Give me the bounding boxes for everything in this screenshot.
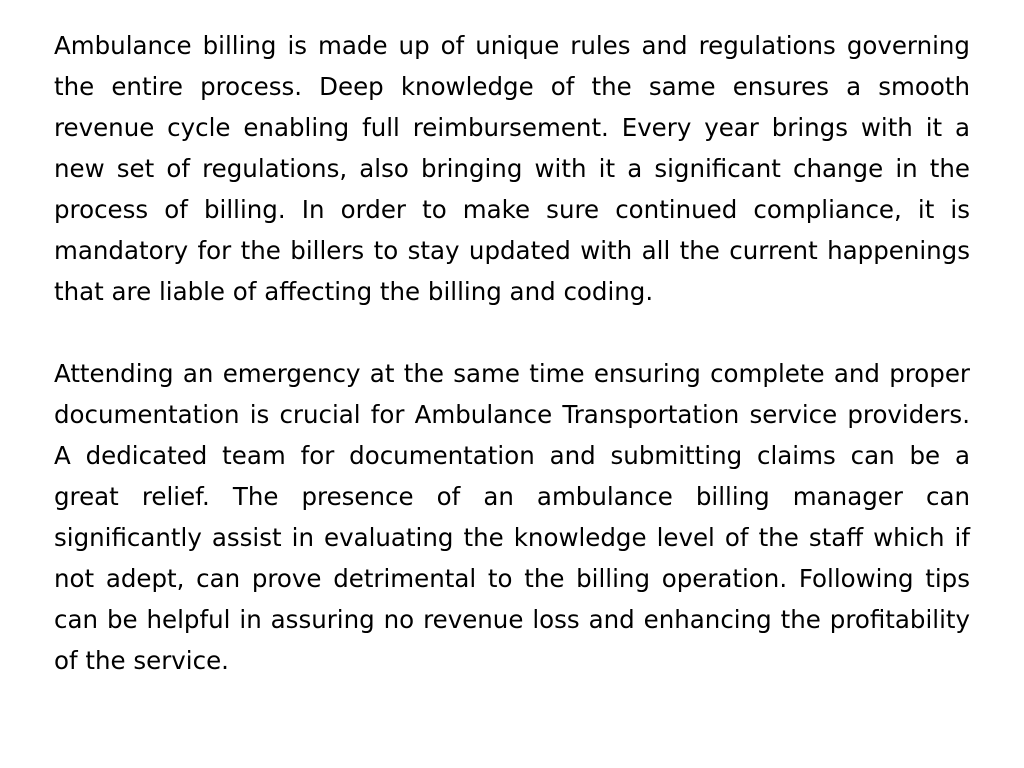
document-body: [54, 25, 970, 681]
paragraph-ambulance-billing-rules: Ambulance billing is made up of unique rules and regulations governing the entire process. Deep knowledge of the same ensures a smooth revenue cycle enabling full reimbursement. Every year brings with it a new set of regulations, also bringing with it a significant change in the process of billing. In order to make sure continued compliance, it is mandatory for the billers to stay updated with all the current happenings that are liable of affecting the billing and coding.: [54, 31, 970, 306]
paragraph-emergency-documentation: Attending an emergency at the same time ensuring complete and proper documentation is crucial for Ambulance Transportation service providers. A dedicated team for documentation and submitting claims can be a great relief. The presence of an ambulance billing manager can significantly assist in evaluating the knowledge level of the staff which if not adept, can prove detrimental to the billing operation. Following tips can be helpful in assuring no revenue loss and enhancing the profitability of the service.: [54, 359, 970, 675]
